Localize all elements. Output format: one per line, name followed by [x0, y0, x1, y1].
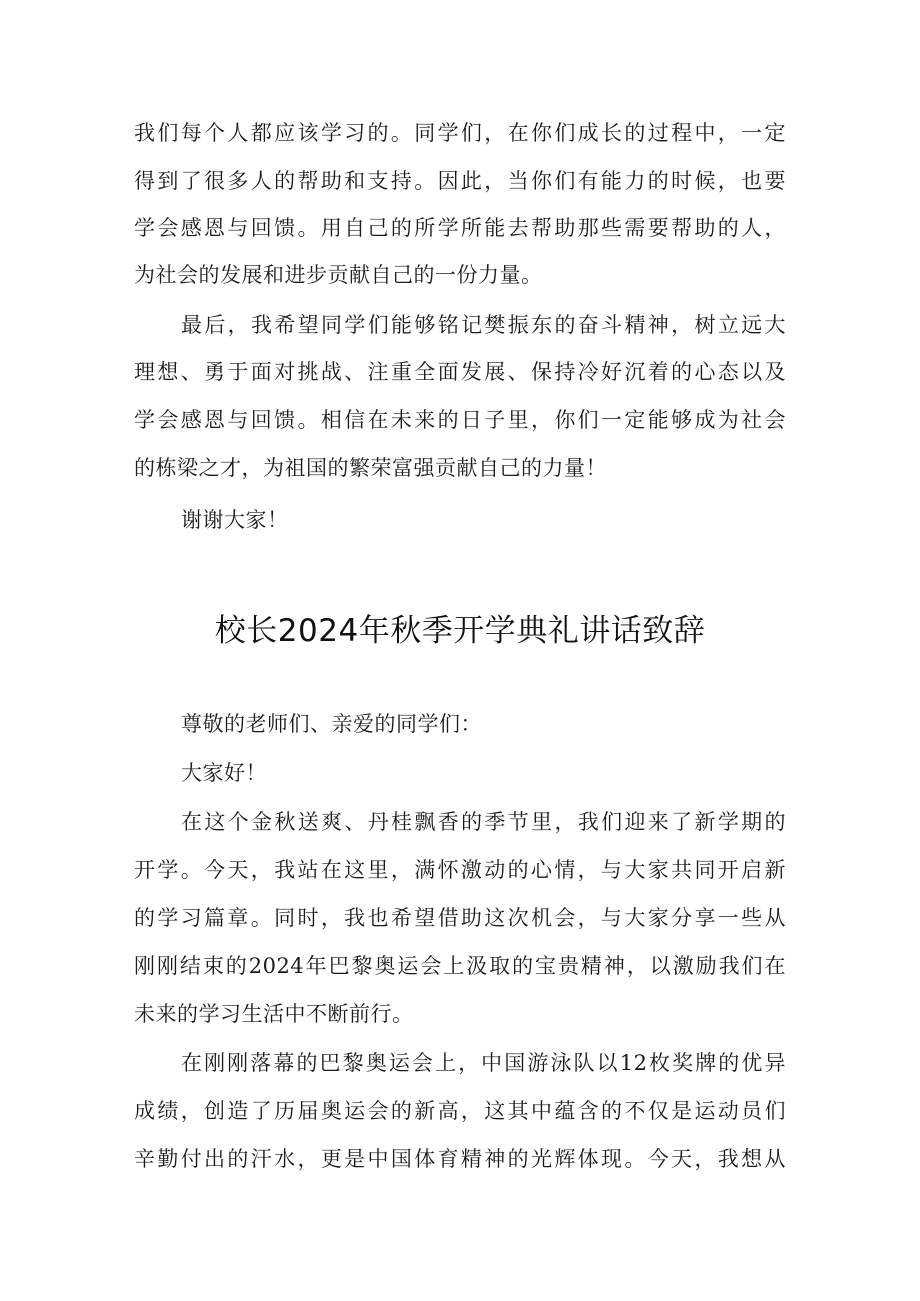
- speech-title: 校长2024年秋季开学典礼讲话致辞: [214, 613, 706, 649]
- paragraph-line: 最后，我希望同学们能够铭记樊振东的奋斗精神，树立远大: [181, 313, 786, 337]
- paragraph-line: 得到了很多人的帮助和支持。因此，当你们有能力的时候，也要: [134, 169, 786, 193]
- paragraph-line: 成绩，创造了历届奥运会的新高，这其中蕴含的不仅是运动员们: [134, 1099, 786, 1123]
- paragraph-line: 未来的学习生活中不断前行。: [134, 1002, 414, 1026]
- paragraph-line: 刚刚结束的2024年巴黎奥运会上汲取的宝贵精神，以激励我们在: [134, 954, 786, 978]
- paragraph-line: 的栋梁之才，为祖国的繁荣富强贡献自己的力量！: [134, 456, 607, 480]
- closing-thanks: 谢谢大家！: [181, 508, 289, 532]
- paragraph-line: 我们每个人都应该学习的。同学们，在你们成长的过程中，一定: [134, 121, 786, 145]
- paragraph-line: 学会感恩与回馈。用自己的所学所能去帮助那些需要帮助的人，: [134, 216, 786, 240]
- paragraph-line: 理想、勇于面对挑战、注重全面发展、保持冷好沉着的心态以及: [134, 360, 786, 384]
- paragraph-line: 在刚刚落幕的巴黎奥运会上，中国游泳队以12枚奖牌的优异: [181, 1051, 786, 1075]
- greeting: 大家好！: [181, 761, 267, 785]
- paragraph-line: 在这个金秋送爽、丹桂飘香的季节里，我们迎来了新学期的: [181, 810, 786, 834]
- paragraph-line: 学会感恩与回馈。相信在未来的日子里，你们一定能够成为社会: [134, 408, 786, 432]
- salutation: 尊敬的老师们、亲爱的同学们：: [181, 712, 482, 736]
- paragraph-line: 开学。今天，我站在这里，满怀激动的心情，与大家共同开启新: [134, 858, 786, 882]
- paragraph-line: 辛勤付出的汗水，更是中国体育精神的光辉体现。今天，我想从: [134, 1147, 786, 1171]
- paragraph-line: 的学习篇章。同时，我也希望借助这次机会，与大家分享一些从: [134, 906, 786, 930]
- paragraph-line: 为社会的发展和进步贡献自己的一份力量。: [134, 263, 543, 287]
